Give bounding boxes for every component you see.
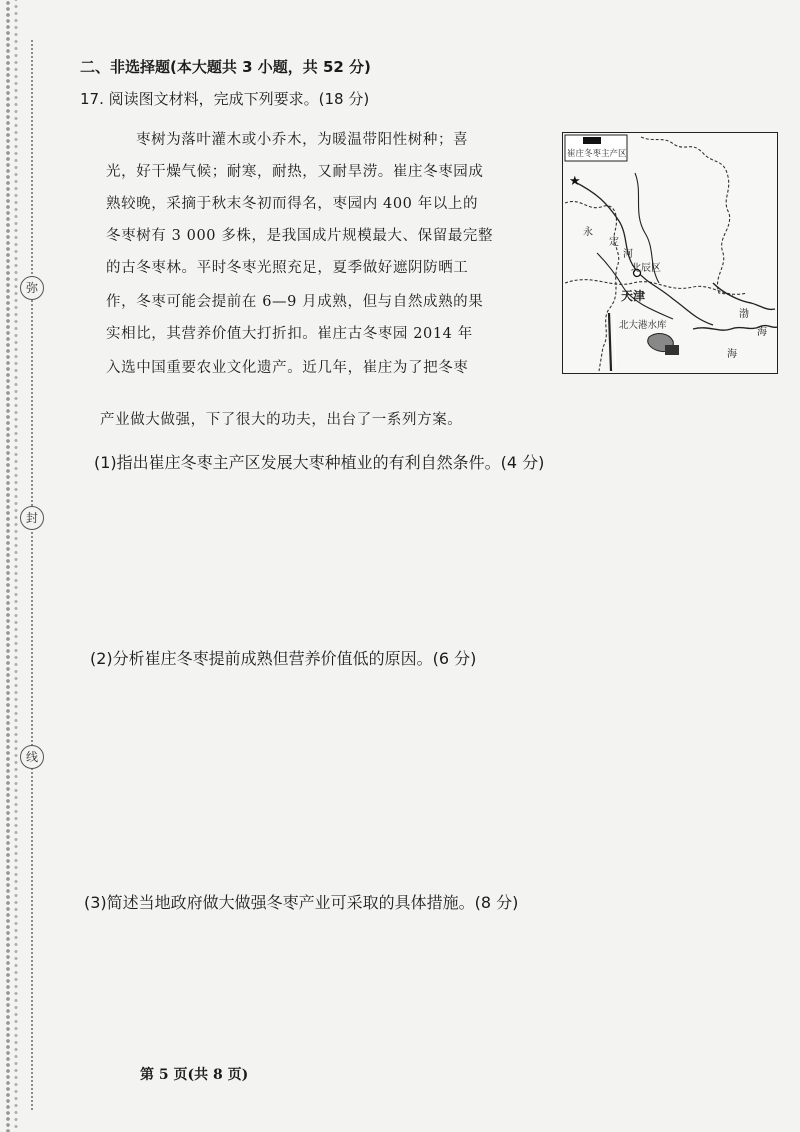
map-label-hai-east: 海 [757,327,767,338]
map-graphic [563,133,777,373]
map-legend-label: 崔庄冬枣主产区 [567,149,627,159]
paragraph-line: 实相比，其营养价值大打折扣。崔庄古冬枣园 2014 年 [106,326,473,342]
seal-char-xian: 线 [20,745,44,769]
paragraph-line: 枣树为落叶灌木或小乔木，为暖温带阳性树种；喜 [136,132,469,148]
map-label-beidagang: 北大港水库 [619,320,667,331]
map-label-hai: 海 [727,349,737,360]
map-divider-inner [614,313,616,371]
binding-edge [0,0,22,1132]
map-divider-line [609,313,611,371]
paragraph-line: 熟较晚，采摘于秋末冬初而得名，枣园内 400 年以上的 [106,196,479,212]
map-label-beichen: 北辰区 [631,263,661,274]
paragraph-line: 的古冬枣林。平时冬枣光照充足，夏季做好遮阴防晒工 [106,260,469,276]
paragraph-line: 光，好干燥气候；耐寒，耐热，又耐旱涝。崔庄冬枣园成 [106,164,484,180]
page-number: 第 5 页(共 8 页) [140,1067,249,1083]
paragraph-line: 入选中国重要农业文化遗产。近几年，崔庄为了把冬枣 [106,360,469,376]
paragraph-line: 作，冬枣可能会提前在 6—9 月成熟，但与自然成熟的果 [106,294,484,310]
subquestion-3: (3)简述当地政府做大做强冬枣产业可采取的具体措施。(8 分) [84,893,519,912]
map-label-bo: 渤 [739,309,749,320]
seal-char-feng: 封 [20,506,44,530]
subquestion-1: (1)指出崔庄冬枣主产区发展大枣种植业的有利自然条件。(4 分) [94,453,545,472]
map-legend-swatch [583,137,601,144]
location-map [562,132,778,374]
map-label-he: 河 [623,249,633,260]
map-production-area [665,345,679,355]
map-label-yong: 永 [583,227,593,238]
paragraph-line: 产业做大做强，下了很大的功夫，出台了一系列方案。 [100,412,463,428]
subquestion-2: (2)分析崔庄冬枣提前成熟但营养价值低的原因。(6 分) [90,649,477,668]
map-label-ding: 定 [609,237,619,248]
map-star-icon: ★ [569,174,581,189]
paragraph-line: 冬枣树有 3 000 多株，是我国成片规模最大、保留最完整 [106,228,494,244]
question-header: 17. 阅读图文材料，完成下列要求。(18 分) [80,90,370,108]
section-title: 二、非选择题(本大题共 3 小题，共 52 分) [80,58,371,76]
map-label-tianjin: 天津 [621,289,646,303]
seal-cut-line [31,40,33,1110]
seal-char-mi: 弥 [20,276,44,300]
